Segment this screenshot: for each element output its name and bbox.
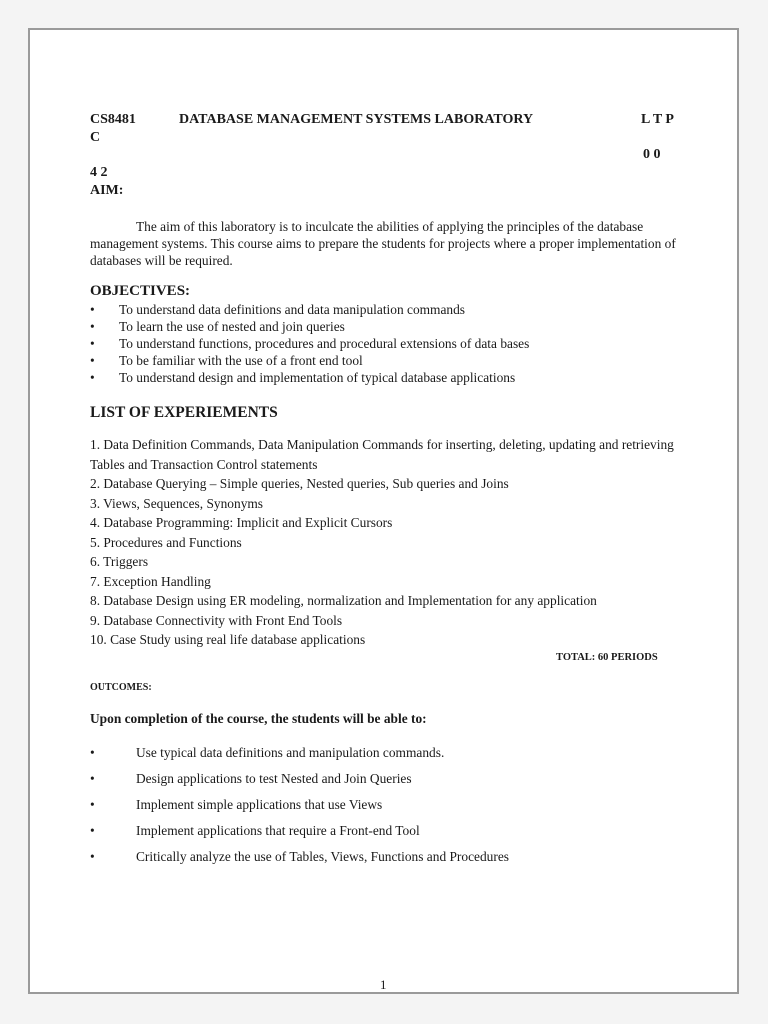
objective-item: • To understand design and implementation of typical database applications (90, 369, 529, 386)
experiment-item: 7. Exception Handling (90, 573, 211, 589)
document-page (28, 28, 739, 994)
aim-heading: AIM: (90, 183, 124, 198)
objectives-heading: OBJECTIVES: (90, 283, 191, 299)
outcomes-intro: Upon completion of the course, the students will be able to: (90, 711, 427, 726)
objective-item: • To learn the use of nested and join queries (90, 318, 529, 335)
total-periods: TOTAL: 60 PERIODS (556, 652, 658, 663)
page-number: 1 (380, 977, 387, 992)
experiment-item: 10. Case Study using real life database applications (90, 632, 366, 647)
objective-item: • To understand functions, procedures and procedural extensions of data bases (90, 335, 529, 352)
objectives-list (90, 301, 529, 386)
outcome-item: • Use typical data definitions and manipulation commands. (90, 740, 509, 766)
ltpc-c: C (90, 130, 101, 145)
aim-text: The aim of this laboratory is to inculcate the abilities of applying the principles of the database management systems. This course aims to prepare the students for projects where a proper implementation of databases will be required. (90, 219, 676, 268)
objective-item: • To understand data definitions and data manipulation commands (90, 301, 529, 318)
course-code: CS8481 (90, 112, 136, 127)
outcome-item: • Implement simple applications that use Views (90, 792, 509, 818)
ltpc-values-a: 0 0 (643, 147, 661, 162)
ltpc-values-b: 4 2 (90, 165, 108, 180)
outcome-item: • Design applications to test Nested and Join Queries (90, 766, 509, 792)
experiment-item: 5. Procedures and Functions (90, 534, 242, 550)
experiment-item: 1. Data Definition Commands, Data Manipulation Commands for inserting, deleting, updating and retrieving Tables and Transaction Control statements (90, 437, 674, 472)
aim-paragraph (90, 218, 680, 269)
course-title: DATABASE MANAGEMENT SYSTEMS LABORATORY (179, 112, 534, 127)
outcomes-list (90, 740, 509, 870)
objective-item: • To be familiar with the use of a front end tool (90, 352, 529, 369)
outcome-item: • Critically analyze the use of Tables, Views, Functions and Procedures (90, 844, 509, 870)
experiments-list (90, 435, 690, 650)
ltpc-label: L T P (641, 112, 674, 127)
outcome-item: • Implement applications that require a Front-end Tool (90, 818, 509, 844)
experiment-item: 8. Database Design using ER modeling, normalization and Implementation for any application (90, 593, 597, 608)
experiment-item: 9. Database Connectivity with Front End Tools (90, 612, 343, 628)
experiments-heading: LIST OF EXPERIEMENTS (90, 404, 278, 421)
experiment-item: 2. Database Querying – Simple queries, Nested queries, Sub queries and Joins (90, 476, 509, 491)
outcomes-heading: OUTCOMES: (90, 682, 152, 693)
experiment-item: 4. Database Programming: Implicit and Explicit Cursors (90, 515, 393, 530)
experiment-item: 3. Views, Sequences, Synonyms (90, 495, 264, 511)
experiment-item: 6. Triggers (90, 554, 149, 569)
